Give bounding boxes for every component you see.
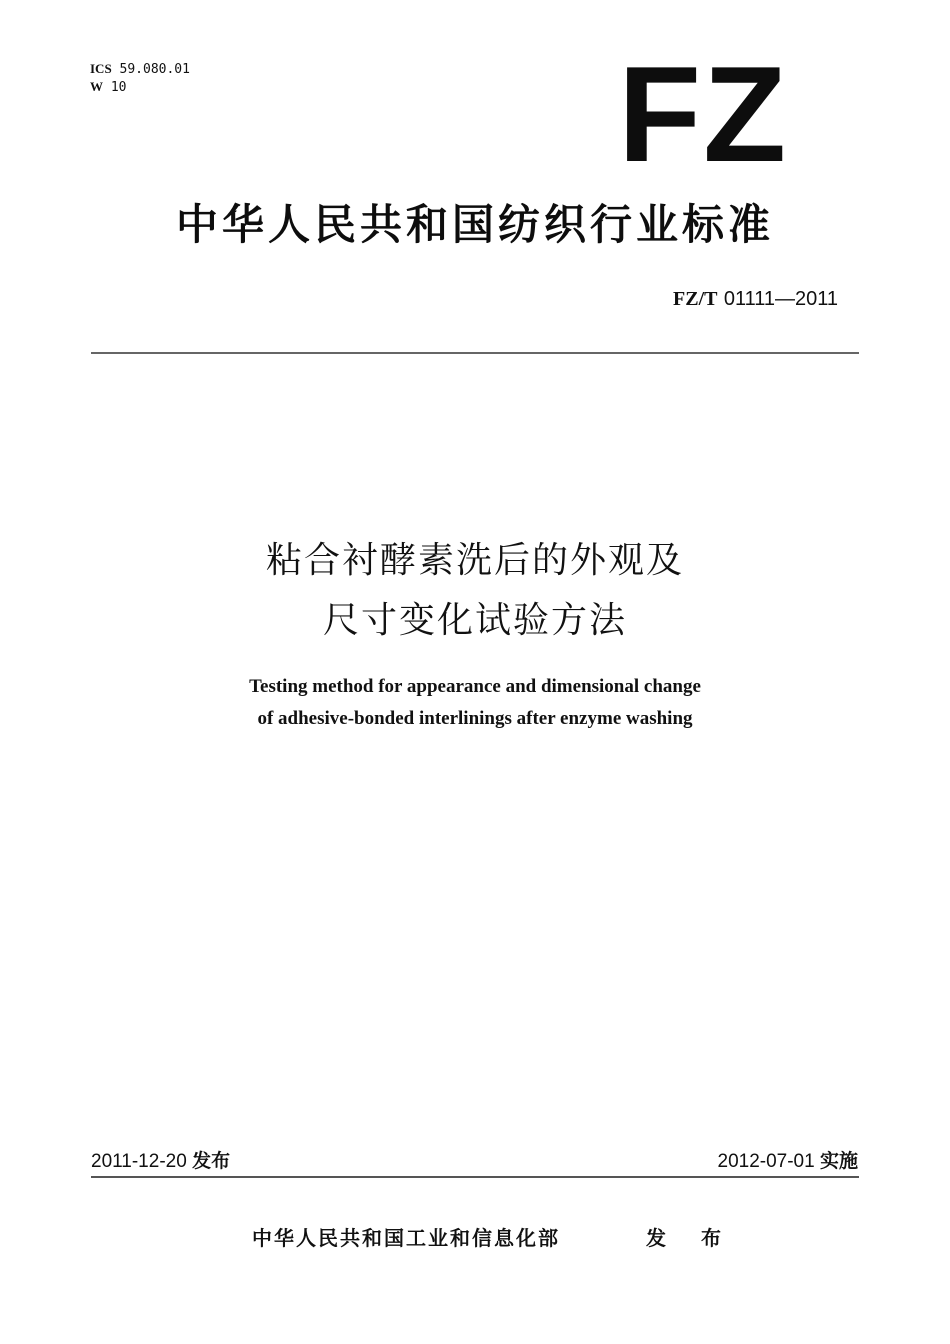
- issue-date: 2011-12-20: [91, 1151, 187, 1172]
- cn-title-line-2: 尺寸变化试验方法: [322, 600, 627, 641]
- standard-code: FZ/T: [673, 288, 718, 310]
- class-label: W: [90, 79, 103, 94]
- fz-logo: FZ: [618, 38, 789, 190]
- en-title-line-2: of adhesive-bonded interlinings after enzyme washing: [257, 708, 693, 729]
- top-divider: [91, 352, 859, 354]
- ics-line: [90, 60, 190, 78]
- publisher-name: 中华人民共和国工业和信息化部: [252, 1226, 560, 1250]
- class-line: [90, 78, 190, 96]
- class-value: 10: [110, 80, 127, 95]
- en-title-line-1: Testing method for appearance and dimensional change: [249, 676, 701, 697]
- standard-number: [673, 286, 838, 311]
- issue-label: 发布: [192, 1150, 231, 1172]
- classification-block: [90, 60, 190, 96]
- implement-date: 2012-07-01: [717, 1151, 815, 1172]
- implement-date-block: [718, 1146, 859, 1173]
- standard-number-value: 01111—2011: [723, 288, 838, 310]
- ics-value: 59.080.01: [119, 62, 190, 77]
- cn-title-line-1: 粘合衬酵素洗后的外观及: [265, 540, 684, 581]
- bottom-divider: [91, 1176, 859, 1178]
- issue-date-block: [91, 1146, 230, 1173]
- publish-label: 发 布: [646, 1226, 735, 1250]
- implement-label: 实施: [819, 1150, 858, 1172]
- standard-category-title: 中华人民共和国纺织行业标准: [175, 200, 774, 249]
- ics-label: ICS: [90, 61, 112, 76]
